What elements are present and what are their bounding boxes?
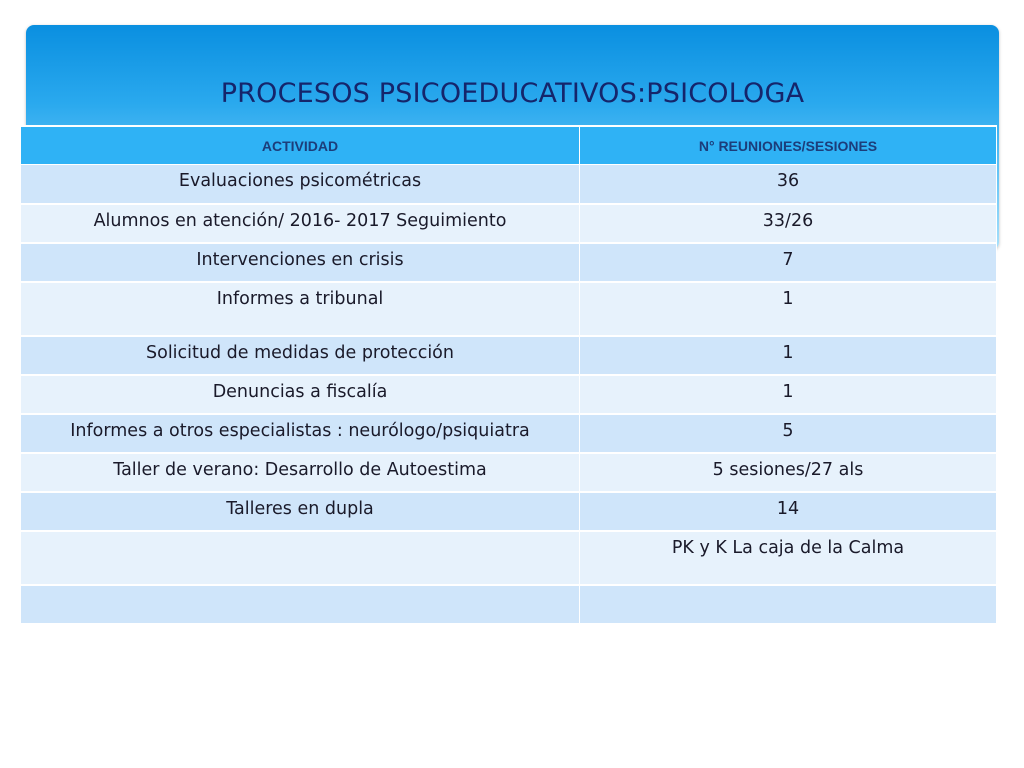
activity-table <box>20 125 997 625</box>
activity-cell: Intervenciones en crisis <box>21 243 580 282</box>
table-row <box>21 414 997 453</box>
count-cell: 7 <box>580 243 997 282</box>
count-cell: 1 <box>580 375 997 414</box>
column-header-sesiones: N° REUNIONES/SESIONES <box>580 126 997 165</box>
table-header-row <box>21 126 997 165</box>
table-row <box>21 531 997 585</box>
count-cell: 1 <box>580 336 997 375</box>
count-cell: PK y K La caja de la Calma <box>580 531 997 585</box>
table-row <box>21 492 997 531</box>
count-cell: 1 <box>580 282 997 336</box>
table-row <box>21 204 997 243</box>
activity-cell: Taller de verano: Desarrollo de Autoestima <box>21 453 580 492</box>
count-cell: 33/26 <box>580 204 997 243</box>
activity-cell: Alumnos en atención/ 2016- 2017 Seguimiento <box>21 204 580 243</box>
count-cell <box>580 585 997 624</box>
table-row <box>21 165 997 204</box>
slide-title: PROCESOS PSICOEDUCATIVOS:PSICOLOGA <box>220 78 805 109</box>
count-cell: 36 <box>580 165 997 204</box>
activity-cell: Evaluaciones psicométricas <box>21 165 580 204</box>
count-cell: 14 <box>580 492 997 531</box>
column-header-actividad: ACTIVIDAD <box>21 126 580 165</box>
activity-cell: Talleres en dupla <box>21 492 580 531</box>
activity-cell: Denuncias a fiscalía <box>21 375 580 414</box>
activity-cell: Solicitud de medidas de protección <box>21 336 580 375</box>
activity-cell: Informes a otros especialistas : neurólogo/psiquiatra <box>21 414 580 453</box>
table-row <box>21 453 997 492</box>
activity-cell: Informes a tribunal <box>21 282 580 336</box>
table-row <box>21 585 997 624</box>
activity-cell <box>21 531 580 585</box>
table-row <box>21 375 997 414</box>
table-row <box>21 243 997 282</box>
table-row <box>21 282 997 336</box>
table-row <box>21 336 997 375</box>
activity-cell <box>21 585 580 624</box>
count-cell: 5 <box>580 414 997 453</box>
count-cell: 5 sesiones/27 als <box>580 453 997 492</box>
